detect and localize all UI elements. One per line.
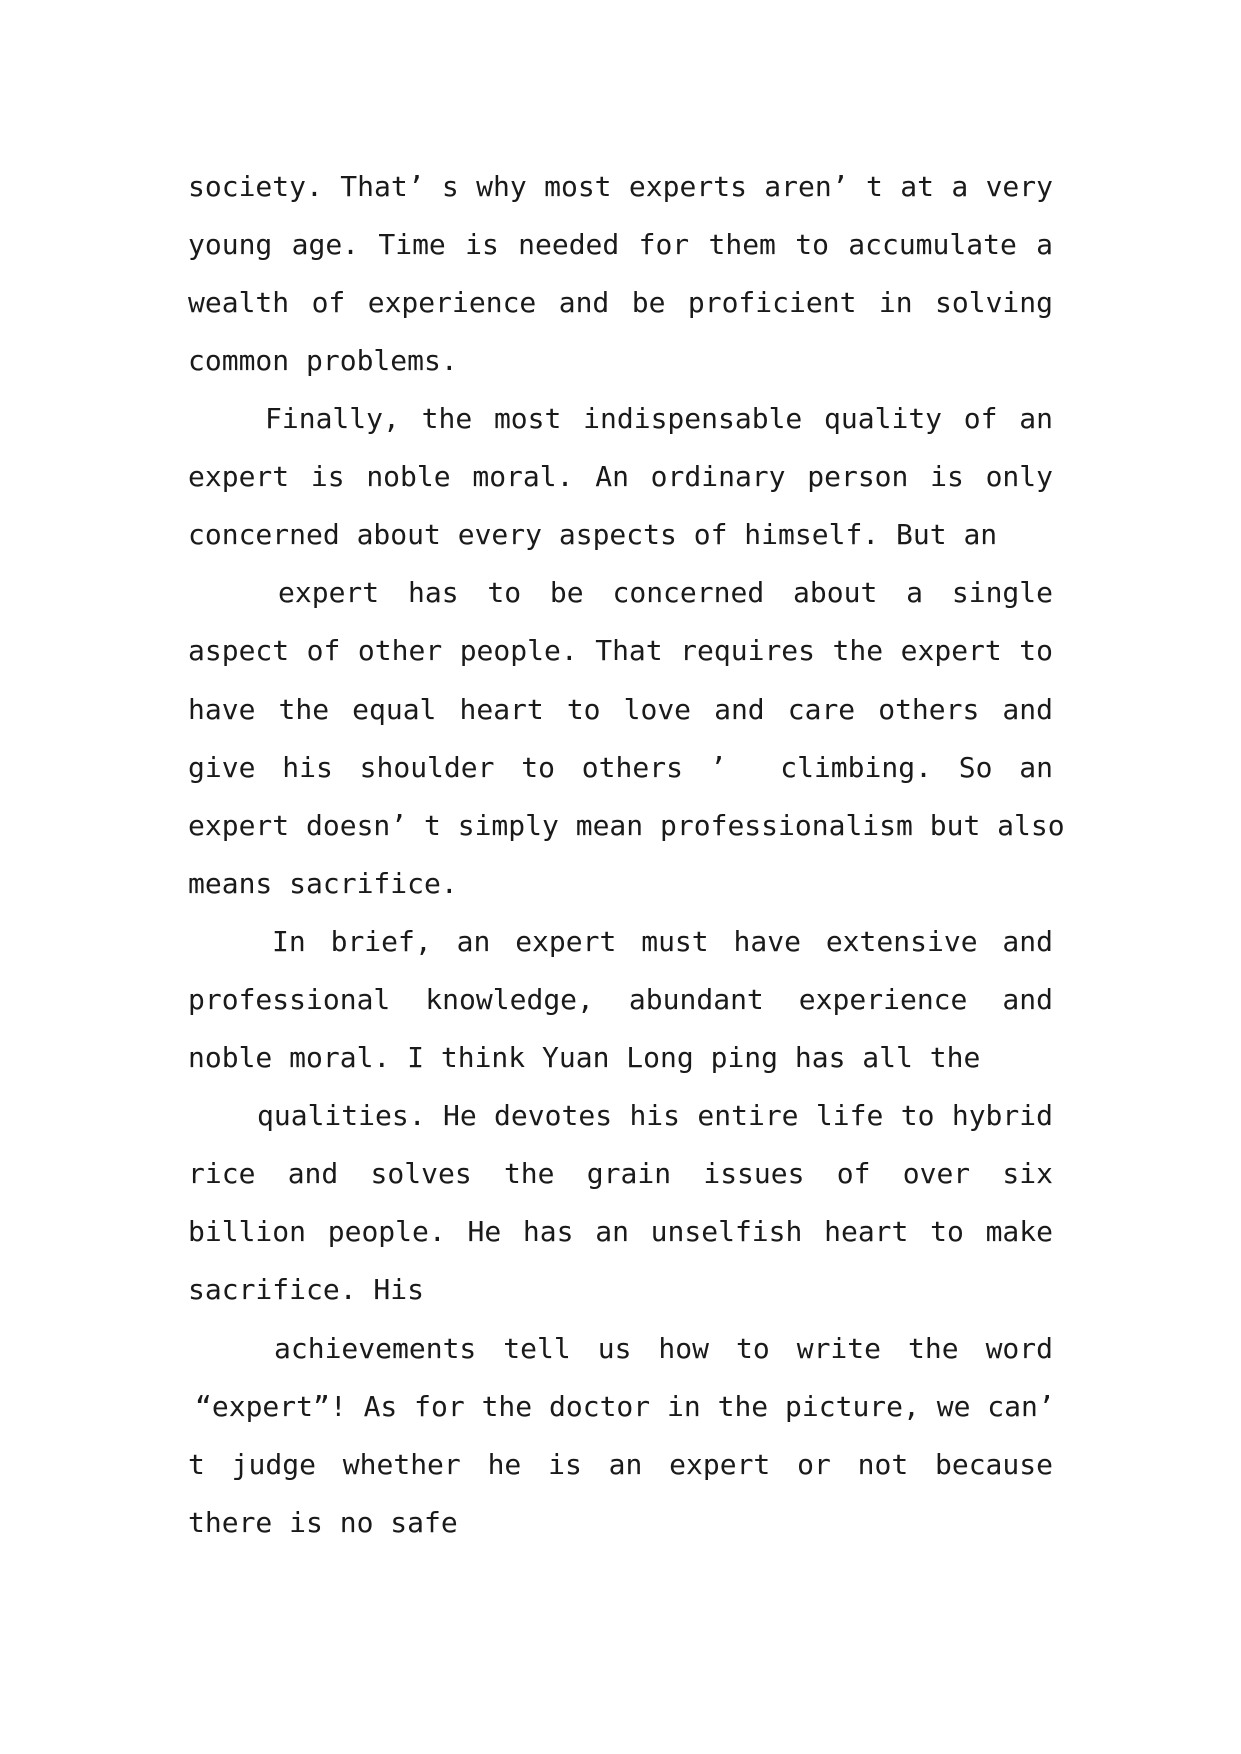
text-line: noble moral. I think Yuan Long ping has all the [188, 1041, 981, 1074]
text-line: common problems. [188, 344, 458, 377]
text-line: billion people. He has an unselfish heart to make [188, 1215, 1053, 1248]
text-line: rice and solves the grain issues of over six [188, 1157, 1053, 1190]
text-line: “expert”! As for the doctor in the picture, we can’ [195, 1390, 1055, 1423]
paragraph-first-line: qualities. He devotes his entire life to hybrid [257, 1099, 1053, 1132]
text-line: expert doesn’ t simply mean professionalism but also [188, 809, 1065, 842]
text-line: young age. Time is needed for them to accumulate a [188, 228, 1053, 261]
text-line: concerned about every aspects of himself. But an [188, 518, 998, 551]
text-line: t judge whether he is an expert or not because [188, 1448, 1053, 1481]
text-line: sacrifice. His [188, 1273, 425, 1306]
text-line: professional knowledge, abundant experience and [188, 983, 1053, 1016]
text-line: there is no safe [188, 1506, 458, 1539]
text-line: wealth of experience and be proficient in solving [188, 286, 1053, 319]
text-line: expert is noble moral. An ordinary person is only [188, 460, 1053, 493]
text-line: have the equal heart to love and care others and [188, 693, 1053, 726]
text-line: aspect of other people. That requires the expert to [188, 634, 1053, 667]
paragraph-first-line: expert has to be concerned about a single [278, 576, 1053, 609]
paragraph-first-line: achievements tell us how to write the word [274, 1332, 1053, 1365]
text-line: give his shoulder to others ’ climbing. So an [188, 751, 1053, 784]
paragraph-first-line: In brief, an expert must have extensive and [272, 925, 1053, 958]
text-line: society. That’ s why most experts aren’ t at a very [188, 170, 1053, 203]
text-line: means sacrifice. [188, 867, 458, 900]
paragraph-first-line: Finally, the most indispensable quality of an [265, 402, 1053, 435]
